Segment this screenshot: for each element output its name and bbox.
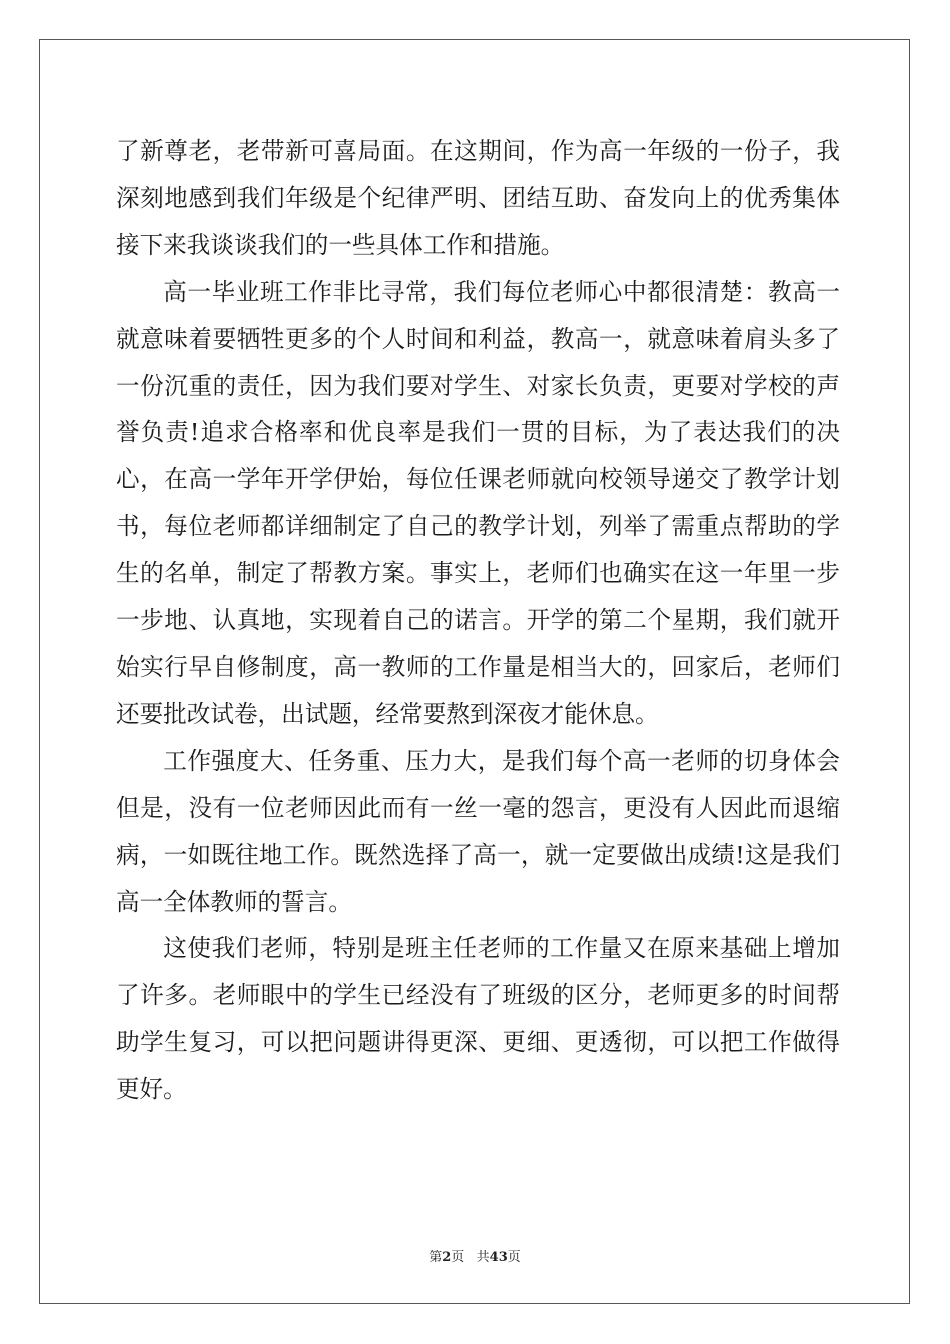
footer-page-number: 2 [442,1250,452,1265]
paragraph-2: 高一毕业班工作非比寻常，我们每位老师心中都很清楚：教高一就意味着要牺牲更多的个人时间和利益，教高一，就意味着肩头多了一份沉重的责任，因为我们要对学生、对家长负责，更要对学校的声誉负责!追求合格率和优良率是我们一贯的目标，为了表达我们的决心，在高一学年开学伊始，每位任课老师就向校领导递交了教学计划书，每位老师都详细制定了自己的教学计划，列举了需重点帮助的学生的名单，制定了帮教方案。事实上，老师们也确实在这一年里一步一步地、认真地，实现着自己的诺言。开学的第二个星期，我们就开始实行早自修制度，高一教师的工作量是相当大的，回家后，老师们还要批改试卷，出试题，经常要熬到深夜才能休息。 [116,277,840,728]
footer-total-suffix: 页 [507,1250,521,1265]
footer-prefix: 第 [429,1250,443,1265]
paragraph-3: 工作强度大、任务重、压力大，是我们每个高一老师的切身体会但是，没有一位老师因此而有一丝一毫的怨言，更没有人因此而退缩病，一如既往地工作。既然选择了高一，就一定要做出成绩!这是我们高一全体教师的誓言。 [116,746,840,916]
page-footer [0,1246,950,1265]
document-body [116,128,840,1113]
footer-page-suffix: 页 共 [451,1250,490,1265]
paragraph-1: 了新尊老，老带新可喜局面。在这期间，作为高一年级的一份子，我深刻地感到我们年级是个纪律严明、团结互助、奋发向上的优秀集体接下来我谈谈我们的一些具体工作和措施。 [116,137,840,259]
footer-total-pages: 43 [489,1250,508,1265]
paragraph-4: 这使我们老师，特别是班主任老师的工作量又在原来基础上增加了许多。老师眼中的学生已经没有了班级的区分，老师更多的时间帮助学生复习，可以把问题讲得更深、更细、更透彻，可以把工作做得更好。 [116,934,840,1104]
